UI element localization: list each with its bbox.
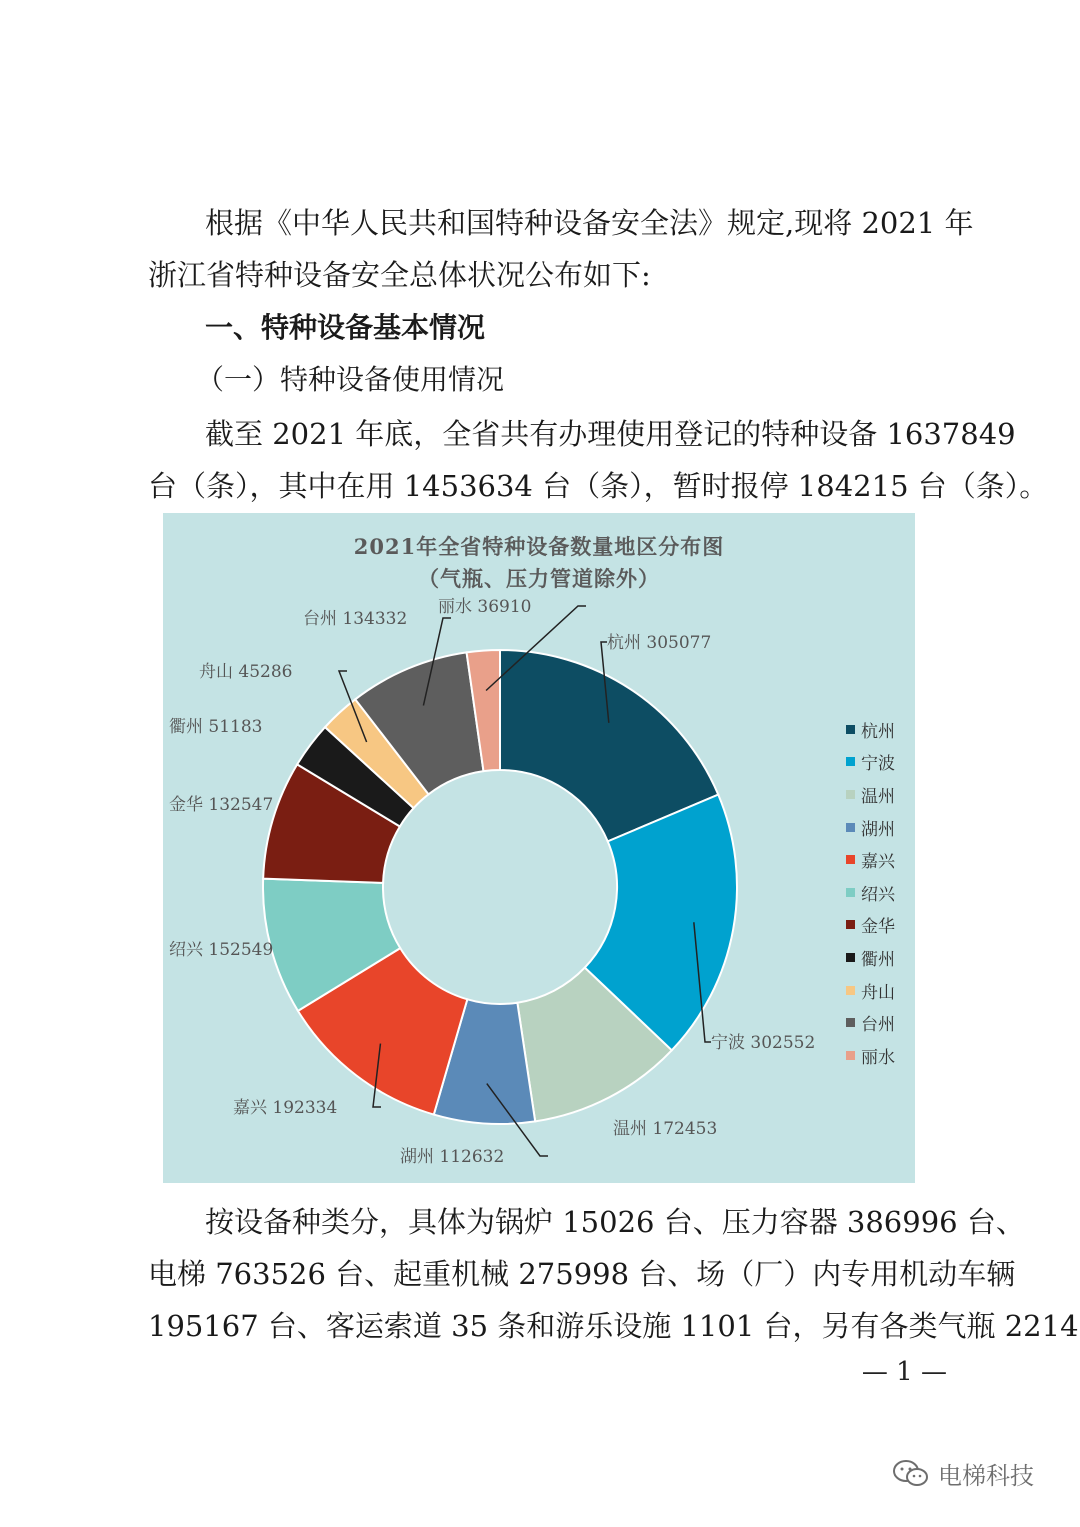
category-line-3: 195167 台、客运索道 35 条和游乐设施 1101 台，另有各类气瓶 2214 [148, 1309, 1079, 1343]
data-label-杭州: 杭州 305077 [607, 633, 712, 653]
legend-label: 舟山 [861, 982, 895, 1003]
data-label-嘉兴: 嘉兴 192334 [233, 1098, 338, 1118]
legend-item-绍兴 [846, 876, 895, 909]
donut-chart-svg [163, 513, 915, 1183]
legend-item-台州 [846, 1006, 895, 1039]
legend-label: 温州 [861, 786, 895, 807]
legend-swatch [846, 823, 855, 832]
legend-item-金华 [846, 909, 895, 942]
data-label-舟山: 舟山 45286 [199, 662, 293, 682]
usage-line-2: 台（条），其中在用 1453634 台（条），暂时报停 184215 台（条）。 [148, 469, 1049, 503]
section-heading: 一、特种设备基本情况 [205, 311, 486, 344]
legend-label: 金华 [861, 917, 895, 938]
legend-swatch [846, 790, 855, 799]
chart-legend [846, 713, 895, 1072]
page-number: — 1 — [861, 1357, 947, 1387]
legend-item-杭州 [846, 713, 895, 746]
legend-label: 丽水 [861, 1047, 895, 1068]
legend-item-衢州 [846, 941, 895, 974]
legend-item-舟山 [846, 974, 895, 1007]
legend-swatch [846, 757, 855, 766]
legend-label: 嘉兴 [861, 852, 895, 873]
legend-item-丽水 [846, 1039, 895, 1072]
legend-item-嘉兴 [846, 843, 895, 876]
data-label-丽水: 丽水 36910 [438, 597, 532, 617]
legend-label: 宁波 [861, 754, 895, 775]
legend-label: 湖州 [861, 819, 895, 840]
intro-paragraph [148, 197, 974, 301]
usage-paragraph [148, 408, 1049, 512]
region-distribution-chart [163, 513, 915, 1183]
intro-line-2: 浙江省特种设备安全总体状况公布如下: [148, 258, 651, 292]
legend-swatch [846, 725, 855, 734]
legend-swatch [846, 1051, 855, 1060]
legend-swatch [846, 855, 855, 864]
data-label-台州: 台州 134332 [303, 609, 408, 629]
legend-swatch [846, 953, 855, 962]
data-label-宁波: 宁波 302552 [711, 1033, 816, 1053]
legend-label: 衢州 [861, 949, 895, 970]
data-label-温州: 温州 172453 [613, 1119, 718, 1139]
watermark-text: 电梯科技 [938, 1462, 1034, 1490]
chart-title: 2021年全省特种设备数量地区分布图 [353, 534, 725, 559]
legend-label: 绍兴 [861, 884, 895, 905]
legend-item-宁波 [846, 746, 895, 779]
usage-line-1: 截至 2021 年底，全省共有办理使用登记的特种设备 1637849 [205, 417, 1016, 451]
category-line-1: 按设备种类分，具体为锅炉 15026 台、压力容器 386996 台、 [205, 1205, 1025, 1239]
data-label-绍兴: 绍兴 152549 [169, 940, 274, 960]
data-label-湖州: 湖州 112632 [400, 1147, 505, 1167]
watermark [892, 1456, 1034, 1491]
category-paragraph [148, 1196, 1079, 1352]
intro-line-1: 根据《中华人民共和国特种设备安全法》规定,现将 2021 年 [205, 206, 974, 240]
data-label-金华: 金华 132547 [169, 795, 274, 815]
chart-subtitle: （气瓶、压力管道除外） [418, 566, 660, 591]
data-label-衢州: 衢州 51183 [169, 717, 263, 737]
legend-item-温州 [846, 778, 895, 811]
legend-swatch [846, 986, 855, 995]
legend-swatch [846, 888, 855, 897]
legend-swatch [846, 920, 855, 929]
legend-swatch [846, 1018, 855, 1027]
category-line-2: 电梯 763526 台、起重机械 275998 台、场（厂）内专用机动车辆 [148, 1257, 1016, 1291]
legend-label: 台州 [861, 1015, 895, 1036]
legend-label: 杭州 [861, 721, 895, 742]
subsection-heading: （一）特种设备使用情况 [196, 363, 505, 396]
wechat-icon [892, 1458, 930, 1490]
legend-item-湖州 [846, 811, 895, 844]
